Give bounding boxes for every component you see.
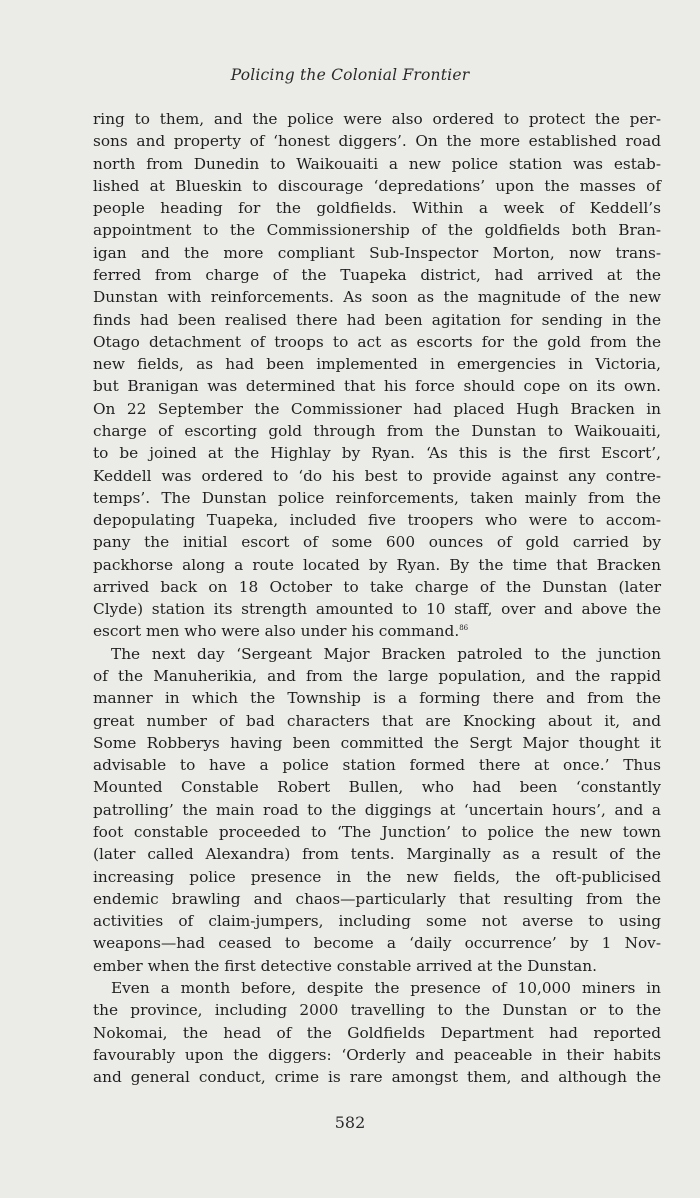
page-number: 582 [334, 1113, 366, 1132]
text-line: north from Dunedin to Waikouaiti a new police station was estab- [93, 154, 661, 173]
text-line: Even a month before, despite the presence of 10,000 miners in [111, 978, 661, 997]
text-line: packhorse along a route located by Ryan. By the time that Bracken [93, 555, 661, 574]
text-line: Keddell was ordered to ‘do his best to provide against any contre- [93, 466, 661, 485]
text-line: (later called Alexandra) from tents. Marginally as a result of the [93, 845, 661, 864]
text-line: to be joined at the Highlay by Ryan. ‘As this is the first Escort’, [93, 444, 661, 463]
text-line: but Branigan was determined that his force should cope on its own. [93, 377, 661, 396]
text-line: and general conduct, crime is rare amongst them, and although the [93, 1068, 661, 1087]
text-line: sons and property of ‘honest diggers’. On the more established road [93, 132, 661, 151]
text-line: temps’. The Dunstan police reinforcements, taken mainly from the [93, 488, 661, 507]
paragraph-3 [93, 977, 661, 1088]
text-line: ember when the first detective constable arrived at the Dunstan. [93, 956, 597, 975]
text-line: activities of claim-jumpers, including some not averse to using [93, 912, 661, 931]
text-line: endemic brawling and chaos—particularly that resulting from the [93, 889, 661, 908]
text-line: people heading for the goldfields. Within a week of Keddell’s [93, 199, 661, 218]
text-line: great number of bad characters that are Knocking about it, and [93, 711, 661, 730]
running-header: Policing the Colonial Frontier [230, 66, 470, 84]
text-line: of the Manuherikia, and from the large population, and the rappid [93, 667, 661, 686]
text-line: appointment to the Commissionership of the goldfields both Bran- [93, 221, 661, 240]
text-line: patrolling’ the main road to the diggings at ‘uncertain hours’, and a [93, 800, 661, 819]
text-line-content: escort men who were also under his command. [93, 622, 460, 641]
text-line: The next day ‘Sergeant Major Bracken patroled to the junction [111, 644, 661, 663]
text-line: On 22 September the Commissioner had placed Hugh Bracken in [93, 399, 661, 418]
text-line: weapons—had ceased to become a ‘daily occurrence’ by 1 Nov- [93, 934, 661, 953]
text-line: Mounted Constable Robert Bullen, who had been ‘constantly [93, 778, 661, 797]
text-line: the province, including 2000 travelling to the Dunstan or to the [93, 1001, 661, 1020]
text-line: Clyde) station its strength amounted to 10 staff, over and above the [93, 600, 661, 619]
text-line: Nokomai, the head of the Goldfields Department had reported [93, 1023, 661, 1042]
text-line: Dunstan with reinforcements. As soon as the magnitude of the new [93, 288, 661, 307]
paragraph-2 [93, 643, 661, 977]
text-line: advisable to have a police station formed there at once.’ Thus [93, 756, 661, 775]
text-line: igan and the more compliant Sub-Inspector Morton, now trans- [93, 243, 661, 262]
text-line: Otago detachment of troops to act as escorts for the gold from the [93, 332, 661, 351]
text-line: manner in which the Township is a forming there and from the [93, 689, 661, 708]
text-line: pany the initial escort of some 600 ounces of gold carried by [93, 533, 661, 552]
footnote-reference: 86 [459, 624, 469, 633]
text-line: charge of escorting gold through from the Dunstan to Waikouaiti, [93, 421, 661, 440]
text-line: Some Robberys having been committed the Sergt Major thought it [93, 733, 661, 752]
text-line: depopulating Tuapeka, included five troopers who were to accom- [93, 511, 661, 530]
body-text [93, 108, 661, 1088]
text-line: ring to them, and the police were also ordered to protect the per- [93, 110, 661, 128]
text-line: increasing police presence in the new fields, the oft-publicised [93, 867, 661, 886]
text-line: foot constable proceeded to ‘The Junction’ to police the new town [93, 823, 661, 841]
text-line: finds had been realised there had been agitation for sending in the [93, 310, 661, 329]
text-line: favourably upon the diggers: ‘Orderly and peaceable in their habits [93, 1045, 661, 1064]
text-line [93, 620, 661, 642]
text-line: lished at Blueskin to discourage ‘depredations’ upon the masses of [93, 176, 661, 195]
text-line: new fields, as had been implemented in emergencies in Victoria, [93, 355, 661, 374]
paragraph-1 [93, 108, 661, 643]
text-line: ferred from charge of the Tuapeka district, had arrived at the [93, 265, 661, 284]
text-line: arrived back on 18 October to take charge of the Dunstan (later [93, 577, 661, 596]
